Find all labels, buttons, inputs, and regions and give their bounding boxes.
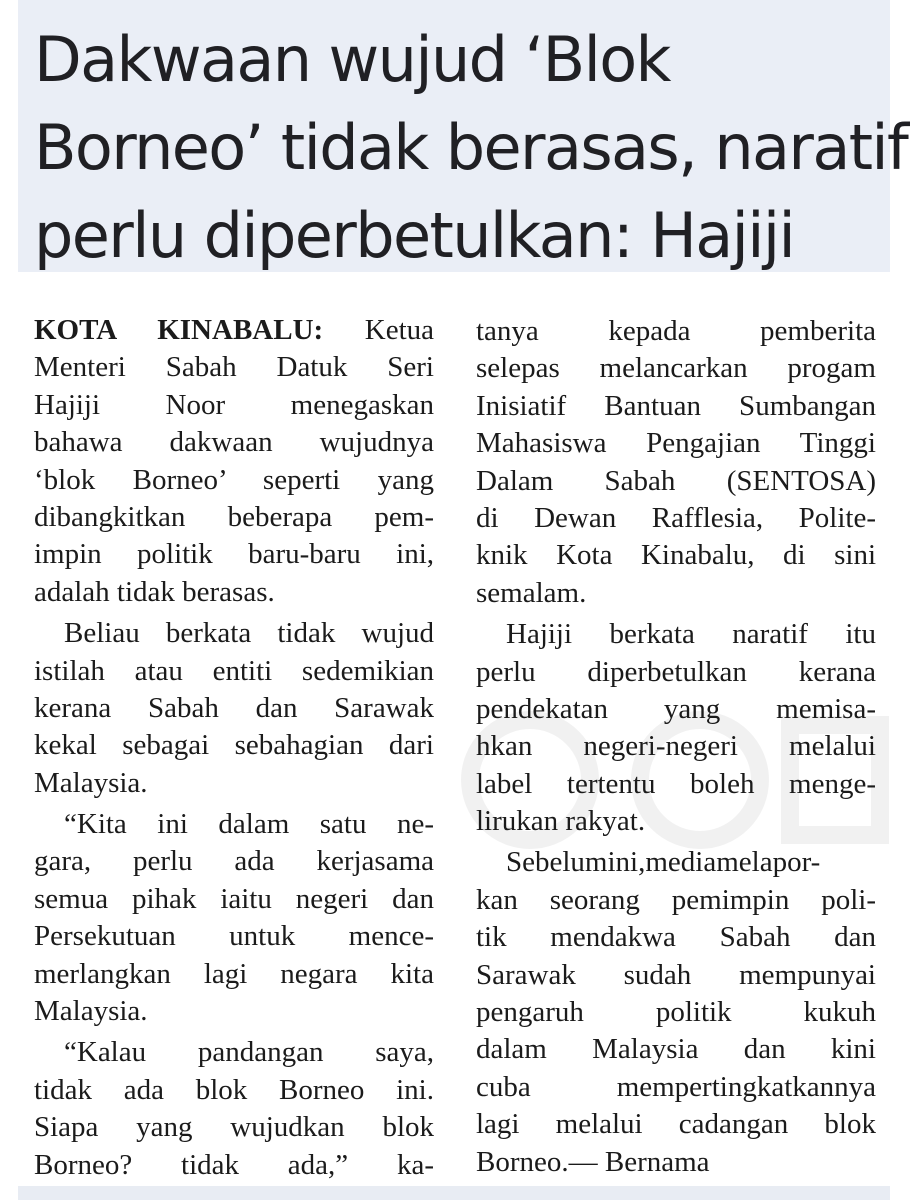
article-line: Mahasiswa Pengajian Tinggi (476, 427, 876, 460)
article-line: bahawa dakwaan wujudnya (34, 426, 434, 459)
article-line: Dalam Sabah (SENTOSA) (476, 464, 876, 497)
article-line: perlu diperbetulkan kerana (476, 655, 876, 688)
article-line: label tertentu boleh menge- (476, 767, 876, 800)
article-line: Hajiji berkata naratif itu (506, 618, 876, 651)
article-line: gara, perlu ada kerjasama (34, 845, 434, 878)
article-line: knik Kota Kinabalu, di sini (476, 539, 876, 572)
article-line: semalam. (476, 576, 587, 609)
article-line: Malaysia. (34, 995, 148, 1028)
article-line: “Kalau pandangan saya, (64, 1036, 434, 1069)
article-line: ‘blok Borneo’ seperti yang (34, 463, 434, 496)
article-line: Menteri Sabah Datuk Seri (34, 351, 434, 384)
article-line: Hajiji Noor menegaskan (34, 388, 434, 421)
bottom-divider-band (18, 1186, 890, 1200)
article-line: tik mendakwa Sabah dan (476, 921, 876, 954)
article-line: Malaysia. (34, 766, 148, 799)
article-line: tanya kepada pemberita (476, 315, 876, 347)
article-line: Borneo? tidak ada,” ka- (34, 1148, 434, 1181)
article-line: selepas melancarkan progam (476, 352, 876, 385)
article-line: adalah tidak berasas. (34, 575, 275, 608)
article-line: dibangkitkan beberapa pem- (34, 500, 434, 533)
article-line: merlangkan lagi negara kita (34, 957, 434, 990)
article-line: lagi melalui cadangan blok (476, 1108, 876, 1141)
headline-line: perlu diperbetulkan: Hajiji (34, 199, 795, 272)
article-line: “Kita ini dalam satu ne- (64, 808, 434, 841)
article-line: Siapa yang wujudkan blok (34, 1111, 434, 1144)
article-line: Inisiatif Bantuan Sumbangan (476, 389, 876, 422)
article-line: kerana Sabah dan Sarawak (34, 691, 434, 724)
article-line: Sebelumini,mediamelapor- (506, 846, 821, 879)
article-line: tidak ada blok Borneo ini. (34, 1073, 434, 1106)
article-line: impin politik baru-baru ini, (34, 538, 434, 571)
article-line: Beliau berkata tidak wujud (64, 617, 434, 650)
article-line: pengaruh politik kukuh (476, 996, 876, 1029)
article-line: di Dewan Rafflesia, Polite- (476, 501, 876, 534)
article-column-right (476, 313, 876, 1181)
article-line: Persekutuan untuk mence- (34, 920, 434, 953)
headline-line: Dakwaan wujud ‘Blok (34, 23, 670, 96)
article-line: istilah atau entiti sedemikian (34, 654, 434, 687)
article-line: lirukan rakyat. (476, 805, 646, 838)
article-text: Ketua (323, 314, 435, 346)
article-line: cuba mempertingkatkannya (476, 1070, 876, 1103)
article-line: dalam Malaysia dan kini (476, 1033, 876, 1066)
article-line (34, 312, 434, 349)
dateline: KOTA KINABALU: (34, 314, 324, 346)
headline (34, 16, 908, 280)
article-line: hkan negeri-negeri melalui (476, 730, 876, 763)
headline-line: Borneo’ tidak berasas, naratif (34, 111, 908, 184)
article-line: Sarawak sudah mempunyai (476, 958, 876, 991)
article-line: Borneo.— Bernama (476, 1145, 710, 1178)
article-line: kan seorang pemimpin poli- (476, 883, 876, 916)
article-line: semua pihak iaitu negeri dan (34, 882, 434, 915)
article-line: pendekatan yang memisa- (476, 692, 876, 725)
article-column-left (34, 312, 434, 1184)
article-line: kekal sebagai sebahagian dari (34, 729, 434, 762)
